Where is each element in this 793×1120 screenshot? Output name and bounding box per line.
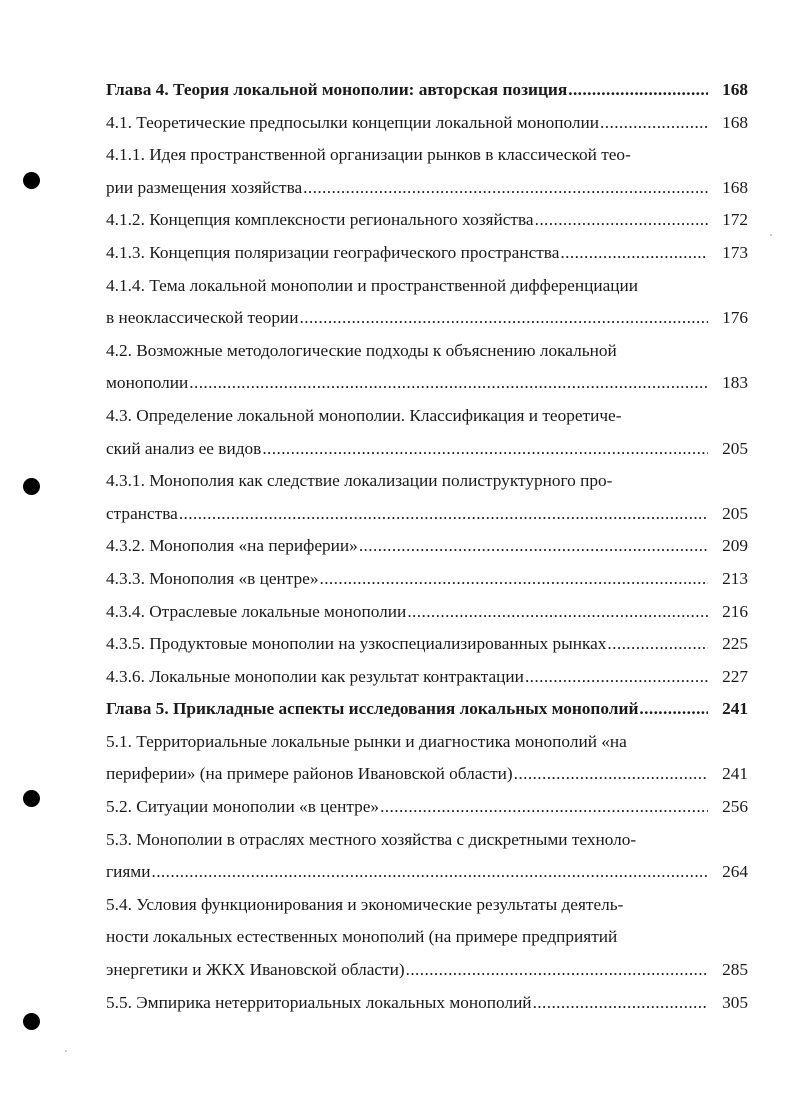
toc-entry-title: монополии <box>106 373 189 393</box>
toc-page-number: 209 <box>722 536 748 556</box>
toc-entry-line <box>106 498 748 531</box>
toc-chapter-entry <box>106 74 748 107</box>
dot-leader <box>535 204 708 237</box>
toc-page-number: 216 <box>722 601 748 621</box>
binder-hole <box>23 172 40 189</box>
dot-leader <box>380 791 708 824</box>
toc-entry-line: 5.4. Условия функционирования и экономические результаты деятель- <box>106 894 624 914</box>
toc-section-entry <box>106 530 748 563</box>
toc-entry-line <box>106 563 748 596</box>
binder-hole <box>23 478 40 495</box>
toc-entry-title: периферии» (на примере районов Ивановской области) <box>106 764 513 784</box>
toc-entry-line <box>106 628 748 661</box>
dot-leader <box>303 172 708 205</box>
toc-entry-line <box>106 954 748 987</box>
dot-leader <box>406 954 708 987</box>
dot-leader <box>300 302 708 335</box>
toc-section-entry <box>106 465 748 530</box>
toc-page-number: 173 <box>722 242 748 262</box>
toc-section-entry <box>106 107 748 140</box>
toc-entry-title: 4.3.3. Монополия «в центре» <box>106 568 319 588</box>
toc-entry-title: 5.2. Ситуации монополии «в центре» <box>106 797 380 817</box>
toc-entry-title: в неоклассической теории <box>106 308 299 328</box>
binder-hole <box>23 790 40 807</box>
toc-section-entry <box>106 889 748 987</box>
dot-leader <box>639 693 708 726</box>
toc-entry-line <box>106 596 748 629</box>
dot-leader <box>607 628 708 661</box>
toc-section-entry <box>106 824 748 889</box>
dot-leader <box>600 107 708 140</box>
toc-entry-line <box>106 302 748 335</box>
dot-leader <box>179 498 708 531</box>
toc-page-number: 213 <box>722 568 748 588</box>
toc-page-number: 227 <box>722 666 748 686</box>
toc-section-entry <box>106 987 748 1020</box>
dot-leader <box>560 237 708 270</box>
toc-section-entry <box>106 596 748 629</box>
toc-entry-line <box>106 172 748 205</box>
scan-speck <box>770 234 772 236</box>
toc-entry-line: ности локальных естественных монополий (на примере предприятий <box>106 927 618 947</box>
toc-entry-title: Глава 4. Теория локальной монополии: авторская позиция <box>106 80 568 99</box>
dot-leader <box>514 758 708 791</box>
toc-entry-line <box>106 530 748 563</box>
toc-entry-line <box>106 758 748 791</box>
toc-entry-line <box>106 433 748 466</box>
toc-entry-title: рии размещения хозяйства <box>106 177 303 197</box>
toc-section-entry <box>106 270 748 335</box>
toc-section-entry <box>106 237 748 270</box>
toc-page-number: 225 <box>722 634 748 654</box>
toc-page-number: 241 <box>722 764 748 784</box>
toc-entry-title: 4.3.4. Отраслевые локальные монополии <box>106 601 407 621</box>
toc-entry-line: 5.3. Монополии в отраслях местного хозяйства с дискретными техноло- <box>106 829 637 849</box>
toc-entry-line: 4.3. Определение локальной монополии. Классификация и теоретиче- <box>106 405 622 425</box>
dot-leader <box>359 530 708 563</box>
toc-page-number: 205 <box>722 503 748 523</box>
toc-section-entry <box>106 563 748 596</box>
toc-section-entry <box>106 628 748 661</box>
dot-leader <box>525 661 708 694</box>
dot-leader <box>262 433 708 466</box>
toc-section-entry <box>106 791 748 824</box>
toc-entry-title: 4.1.3. Концепция поляризации географического пространства <box>106 242 560 262</box>
toc-page-number: 168 <box>722 177 748 197</box>
toc-entry-line <box>106 661 748 694</box>
toc-section-entry <box>106 400 748 465</box>
toc-page-number: 172 <box>722 210 748 230</box>
toc-page-number: 264 <box>722 862 748 882</box>
toc-page-number: 176 <box>722 308 748 328</box>
toc-entry-title: 4.1. Теоретические предпосылки концепции локальной монополии <box>106 112 600 132</box>
toc-section-entry <box>106 726 748 791</box>
toc-entry-title: энергетики и ЖКХ Ивановской области) <box>106 960 405 980</box>
scan-speck <box>65 1050 67 1052</box>
toc-entry-title: 4.3.2. Монополия «на периферии» <box>106 536 358 556</box>
toc-section-entry <box>106 139 748 204</box>
toc-entry-title: 5.5. Эмпирика нетерриториальных локальных монополий <box>106 992 532 1012</box>
toc-entry-title: 4.1.2. Концепция комплексности регионального хозяйства <box>106 210 534 230</box>
toc-entry-title: 4.3.5. Продуктовые монополии на узкоспециализированных рынках <box>106 634 607 654</box>
toc-entry-line <box>106 107 748 140</box>
toc-entry-line <box>106 791 748 824</box>
toc-entry-line: 4.2. Возможные методологические подходы к объяснению локальной <box>106 340 617 360</box>
toc-page-number: 183 <box>722 373 748 393</box>
dot-leader <box>319 563 708 596</box>
toc-section-entry <box>106 335 748 400</box>
toc-page-number: 305 <box>722 992 748 1012</box>
toc-entry-line: 5.1. Территориальные локальные рынки и диагностика монополий «на <box>106 731 627 751</box>
toc-page-number: 285 <box>722 960 748 980</box>
toc-entry-title: странства <box>106 503 178 523</box>
toc-entry-title: Глава 5. Прикладные аспекты исследования локальных монополий <box>106 699 639 719</box>
toc-page-number: 241 <box>722 699 748 719</box>
toc-page-number: 205 <box>722 438 748 458</box>
toc-entry-line <box>106 204 748 237</box>
toc-page-number: 256 <box>722 797 748 817</box>
toc-page-number: 168 <box>722 112 748 132</box>
binder-hole <box>23 1013 40 1030</box>
toc-entry-title: 4.3.6. Локальные монополии как результат контрактации <box>106 666 524 686</box>
dot-leader <box>151 856 708 889</box>
dot-leader <box>407 596 708 629</box>
toc-entry-line <box>106 693 748 726</box>
toc-page-number: 168 <box>722 80 748 99</box>
dot-leader <box>189 367 708 400</box>
toc-entry-line <box>106 237 748 270</box>
dot-leader <box>568 74 708 107</box>
toc-entry-line: 4.1.4. Тема локальной монополии и пространственной дифференциации <box>106 275 638 295</box>
toc-entry-line <box>106 856 748 889</box>
toc-entry-title: ский анализ ее видов <box>106 438 262 458</box>
toc-entry-line: 4.1.1. Идея пространственной организации рынков в классической тео- <box>106 145 631 165</box>
toc-entry-line <box>106 987 748 1020</box>
dot-leader <box>533 987 708 1020</box>
toc-entry-line: 4.3.1. Монополия как следствие локализации полиструктурного про- <box>106 471 613 491</box>
toc-section-entry <box>106 204 748 237</box>
toc-chapter-entry <box>106 693 748 726</box>
toc-entry-title: гиями <box>106 862 151 882</box>
toc-section-entry <box>106 661 748 694</box>
toc-entry-line <box>106 367 748 400</box>
table-of-contents <box>106 74 748 1019</box>
toc-entry-line <box>106 74 748 107</box>
